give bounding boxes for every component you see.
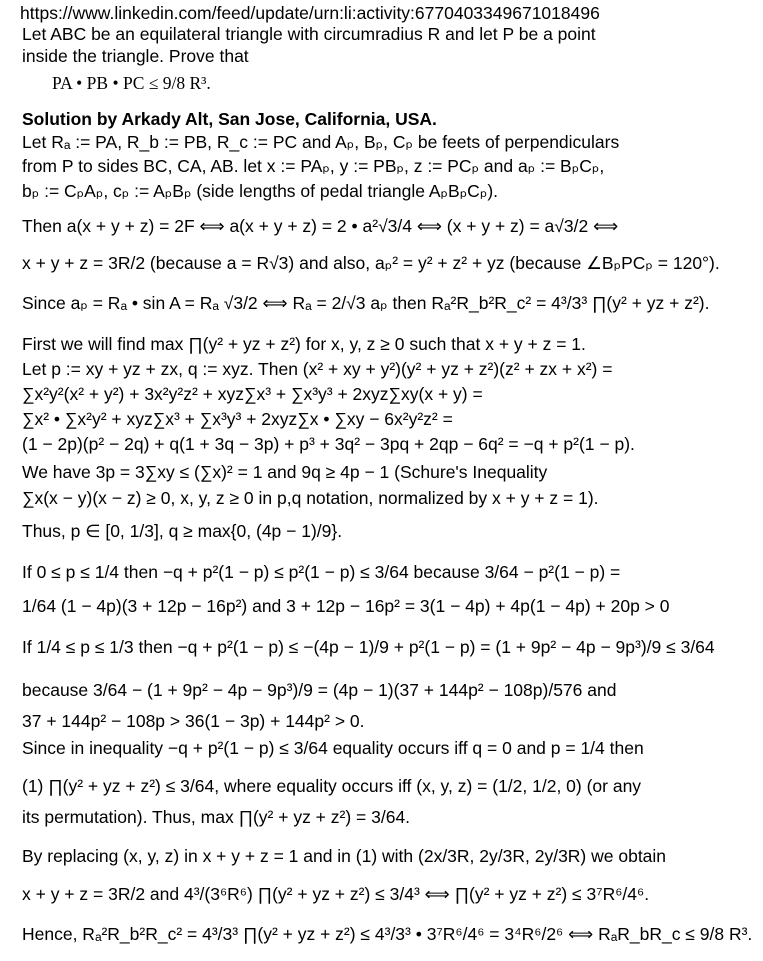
solution-line-25: Hence, Rₐ²R_b²R_c² = 4³/3³ ∏(y² + yz + z²) ≤ 4³/3³ • 3⁷R⁶/4⁶ = 3⁴R⁶/2⁶ ⟺ RₐR_bR_c ≤ 9/8 R³. — [22, 924, 753, 944]
solution-line-22: its permutation). Thus, max ∏(y² + yz + z²) = 3/64. — [22, 807, 411, 827]
solution-heading: Solution by Arkady Alt, San Jose, California, USA. — [22, 109, 437, 129]
solution-line-15: If 0 ≤ p ≤ 1/4 then −q + p²(1 − p) ≤ p²(1 − p) ≤ 3/64 because 3/64 − p²(1 − p) = — [22, 562, 621, 582]
solution-line-23: By replacing (x, y, z) in x + y + z = 1 and in (1) with (2x/3R, 2y/3R, 2y/3R) we obtain — [22, 846, 667, 866]
solution-line-4: Then a(x + y + z) = 2F ⟺ a(x + y + z) = 2 • a²√3/4 ⟺ (x + y + z) = a√3/2 ⟺ — [22, 216, 619, 236]
source-url[interactable]: https://www.linkedin.com/feed/update/urn:li:activity:6770403349671018496 — [20, 3, 600, 23]
solution-line-1: Let Rₐ := PA, R_b := PB, R_c := PC and Aₚ, Bₚ, Cₚ be feets of perpendiculars — [22, 132, 620, 152]
problem-text-line-2: inside the triangle. Prove that — [22, 46, 249, 66]
solution-line-14: Thus, p ∈ [0, 1/3], q ≥ max{0, (4p − 1)/9}. — [22, 521, 343, 541]
solution-line-13: ∑x(x − y)(x − z) ≥ 0, x, y, z ≥ 0 in p,q notation, normalized by x + y + z = 1). — [22, 488, 599, 508]
solution-line-5: x + y + z = 3R/2 (because a = R√3) and also, aₚ² = y² + z² + yz (because ∠BₚPCₚ = 120°). — [22, 253, 720, 273]
problem-statement-formula: PA • PB • PC ≤ 9/8 R³. — [52, 73, 211, 93]
solution-line-10: ∑x² • ∑x²y² + xyz∑x³ + ∑x³y³ + 2xyz∑x • ∑xy − 6x²y²z² = — [22, 409, 453, 429]
solution-line-18: because 3/64 − (1 + 9p² − 4p − 9p³)/9 = (4p − 1)(37 + 144p² − 108p)/576 and — [22, 680, 617, 700]
solution-line-12: We have 3p = 3∑xy ≤ (∑x)² = 1 and 9q ≥ 4p − 1 (Schure's Inequality — [22, 462, 548, 482]
solution-line-7: First we will find max ∏(y² + yz + z²) for x, y, z ≥ 0 such that x + y + z = 1. — [22, 334, 586, 354]
solution-line-19: 37 + 144p² − 108p > 36(1 − 3p) + 144p² > 0. — [22, 711, 365, 731]
solution-line-16: 1/64 (1 − 4p)(3 + 12p − 16p²) and 3 + 12p − 16p² = 3(1 − 4p) + 4p(1 − 4p) + 20p > 0 — [22, 596, 670, 616]
solution-line-9: ∑x²y²(x² + y²) + 3x²y²z² + xyz∑x³ + ∑x³y³ + 2xyz∑xy(x + y) = — [22, 384, 483, 404]
solution-line-2: from P to sides BC, CA, AB. let x := PAₚ, y := PBₚ, z := PCₚ and aₚ := BₚCₚ, — [22, 156, 605, 176]
solution-line-21: (1) ∏(y² + yz + z²) ≤ 3/64, where equality occurs iff (x, y, z) = (1/2, 1/2, 0) (or any — [22, 776, 642, 796]
solution-line-3: bₚ := CₚAₚ, cₚ := AₚBₚ (side lengths of pedal triangle AₚBₚCₚ). — [22, 181, 499, 201]
solution-line-24: x + y + z = 3R/2 and 4³/(3⁶R⁶) ∏(y² + yz + z²) ≤ 3/4³ ⟺ ∏(y² + yz + z²) ≤ 3⁷R⁶/4⁶. — [22, 884, 650, 904]
solution-line-17: If 1/4 ≤ p ≤ 1/3 then −q + p²(1 − p) ≤ −(4p − 1)/9 + p²(1 − p) = (1 + 9p² − 4p − 9p³)/9 ≤ 3/64 — [22, 637, 715, 657]
solution-line-8: Let p := xy + yz + zx, q := xyz. Then (x² + xy + y²)(y² + yz + z²)(z² + zx + x²) = — [22, 359, 613, 379]
solution-line-11: (1 − 2p)(p² − 2q) + q(1 + 3q − 3p) + p³ + 3q² − 3pq + 2qp − 6q² = −q + p²(1 − p). — [22, 434, 635, 454]
solution-line-6: Since aₚ = Rₐ • sin A = Rₐ √3/2 ⟺ Rₐ = 2/√3 aₚ then Rₐ²R_b²R_c² = 4³/3³ ∏(y² + yz + z²). — [22, 293, 710, 313]
problem-text-line-1: Let ABC be an equilateral triangle with circumradius R and let P be a point — [22, 24, 596, 44]
solution-line-20: Since in inequality −q + p²(1 − p) ≤ 3/64 equality occurs iff q = 0 and p = 1/4 then — [22, 738, 644, 758]
